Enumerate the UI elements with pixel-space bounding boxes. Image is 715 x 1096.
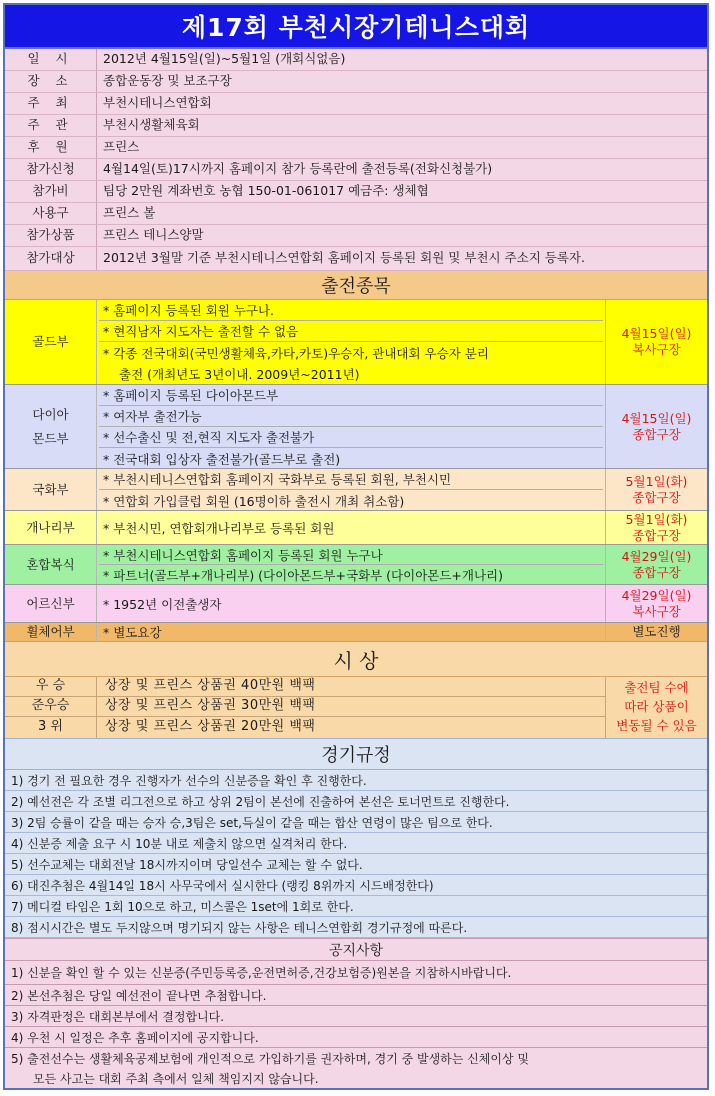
info-row-ball [5,203,707,225]
info-value: 2012년 4월15일(일)~5월1일 (개회식없음) [103,51,346,67]
notice-item: 1) 신분을 확인 할 수 있는 신분증(주민등록증,운전면허증,건강보험증)원본을 지참하시바랍니다. [5,961,707,985]
event-name: 혼합복식 [5,545,97,584]
event-line: * 홈페이지 등록된 회원 누구나. [99,300,603,321]
info-value: 4월14일(토)17시까지 홈페이지 참가 등록란에 출전등록(전화신청불가) [103,161,493,177]
prize-value: 상장 및 프린스 상품권 30만원 백팩 [105,698,316,714]
event-chrysanthemum [5,468,707,510]
info-row-organizer [5,115,707,137]
event-line: * 부천시테니스연합회 홈페이지 등록된 회원 누구나 [99,545,603,565]
info-label: 주 관 [5,115,97,136]
prizes-heading: 시 상 [5,641,707,677]
event-venue: 5월1일(화) 종합구장 [605,469,707,510]
info-row-gift [5,225,707,247]
event-venue: 5월1일(화) 종합구장 [605,511,707,544]
notice-heading: 공지사항 [5,938,707,961]
rule-item: 7) 메디컬 타임은 1회 10으로 하고, 미스콜은 1set에 1회로 한다. [5,896,707,917]
event-diamond [5,384,707,468]
rule-item: 8) 점시시간은 별도 두지않으며 명기되지 않는 사항은 테니스연합회 경기규정에 따른다. [5,917,707,938]
info-value: 부천시테니스연합회 [103,95,212,111]
prize-rank: 준우승 [5,697,97,716]
info-value: 부천시생활체육회 [103,117,200,133]
event-name: 어르신부 [5,585,97,622]
info-label: 참가비 [5,181,97,202]
event-name: 다이아 몬드부 [5,385,97,468]
event-line: * 전국대회 입상자 출전불가(골드부로 출전) [103,451,341,467]
info-label: 주 최 [5,93,97,114]
info-row-registration [5,159,707,181]
event-line: * 연합회 가입클럽 회원 (16명이하 출전시 개최 취소함) [103,493,405,509]
prize-value: 상장 및 프린스 상품권 40만원 백팩 [105,678,316,694]
event-name: 개나리부 [5,511,97,544]
prize-value: 상장 및 프린스 상품권 20만원 백팩 [105,719,316,735]
event-name: 휠체어부 [5,623,97,641]
event-venue: 4월15일(일) 종합구장 [605,385,707,468]
rule-item: 6) 대진추첨은 4월14일 18시 사무국에서 실시한다 (랭킹 8위까지 시드배정한다) [5,875,707,896]
event-line: * 선수출신 및 전,현직 지도자 출전불가 [99,427,603,448]
info-label: 후 원 [5,137,97,158]
info-row-fee [5,181,707,203]
event-forsythia [5,510,707,544]
info-row-sponsor [5,137,707,159]
prizes-note: 출전팀 수에 따라 상품이 변동될 수 있음 [605,677,707,738]
notice-item: 4) 우천 시 일정은 추후 홈페이지에 공지합니다. [5,1027,707,1048]
event-line: * 1952년 이전출생자 [103,596,222,612]
event-senior [5,584,707,622]
event-venue: 4월15일(일) 복사구장 [605,300,707,384]
event-line: 출전 (개최년도 3년이내. 2009년~2011년) [119,366,360,382]
info-label: 장 소 [5,71,97,92]
prize-row [5,697,605,717]
event-line: * 부천시민, 연합회개나리부로 등록된 회원 [103,520,335,536]
info-value: 프린스 볼 [103,205,156,221]
prize-rank: 우 승 [5,677,97,696]
event-gold [5,300,707,384]
event-line: * 여자부 출전가능 [99,406,603,427]
notice-item-continued: 모든 사고는 대회 주최 측에서 일체 책임지지 않습니다. [5,1068,707,1088]
info-value: 팀당 2만원 계좌번호 농협 150-01-061017 예금주: 생체협 [103,183,429,199]
event-venue: 별도진행 [605,623,707,641]
notice-item: 5) 출전선수는 생활체육공제보험에 개인적으로 가입하기를 권자하며, 경기 중 발생하는 신체이상 및 [5,1048,707,1068]
info-label: 참가대상 [5,247,97,270]
event-line: * 현직남자 지도자는 출전할 수 없음 [99,321,603,342]
rules-heading: 경기규정 [5,738,707,770]
notice-item: 3) 자격판정은 대회본부에서 결정합니다. [5,1006,707,1027]
info-row-date [5,49,707,71]
event-venue: 4월29일(일) 복사구장 [605,585,707,622]
event-line: * 부천시테니스연합회 홈페이지 국화부로 등록된 회원, 부천시민 [99,469,603,490]
rule-item: 4) 신분증 제출 요구 시 10분 내로 제출치 않으면 실격처리 한다. [5,833,707,854]
info-value: 프린스 [103,139,140,155]
tournament-sheet [3,3,709,1090]
prize-row [5,717,605,738]
event-wheelchair [5,622,707,641]
rule-item: 3) 2팀 승률이 같을 때는 승자 승,3팀은 set,득실이 같을 때는 합산 연령이 많은 팀으로 한다. [5,812,707,833]
info-label: 참가신청 [5,159,97,180]
info-value: 2012년 3월말 기준 부천시테니스연합회 홈페이지 등록된 회원 및 부천시 주소지 등록자. [103,250,585,266]
event-line: * 각종 전국대회(국민생활체육,카타,카토)우승자, 관내대회 우승자 분리 [103,345,489,361]
info-value: 프린스 테니스양말 [103,227,204,243]
info-value: 종합운동장 및 보조구장 [103,73,232,89]
event-name: 골드부 [5,300,97,384]
info-label: 사용구 [5,203,97,224]
page-title: 제17회 부천시장기테니스대회 [5,5,707,49]
event-name: 국화부 [5,469,97,510]
prize-rank: 3 위 [5,717,97,738]
event-line: * 파트너(골드부+개나리부) (다이아몬드부+국화부 (다이아몬드+개나리) [103,568,504,583]
prize-row [5,677,605,697]
rule-item: 5) 선수교체는 대회전날 18시까지이며 당일선수 교체는 할 수 없다. [5,854,707,875]
events-heading: 출전종목 [5,271,707,300]
info-row-venue [5,71,707,93]
info-label: 일 시 [5,49,97,70]
rule-item: 2) 예선전은 각 조별 리그전으로 하고 상위 2팀이 본선에 진출하여 본선은 토너먼트로 진행한다. [5,791,707,812]
info-label: 참가상품 [5,225,97,246]
info-row-eligibility [5,247,707,271]
event-venue: 4월29일(일) 종합구장 [605,545,707,584]
event-line: * 별도요강 [103,625,162,640]
event-mixed [5,544,707,584]
info-row-host [5,93,707,115]
event-line: * 홈페이지 등록된 다이아몬드부 [99,385,603,406]
rule-item: 1) 경기 전 필요한 경우 진행자가 선수의 신분증을 확인 후 진행한다. [5,770,707,791]
notice-item: 2) 본선추첨은 당일 예선전이 끝나면 추첨합니다. [5,985,707,1006]
